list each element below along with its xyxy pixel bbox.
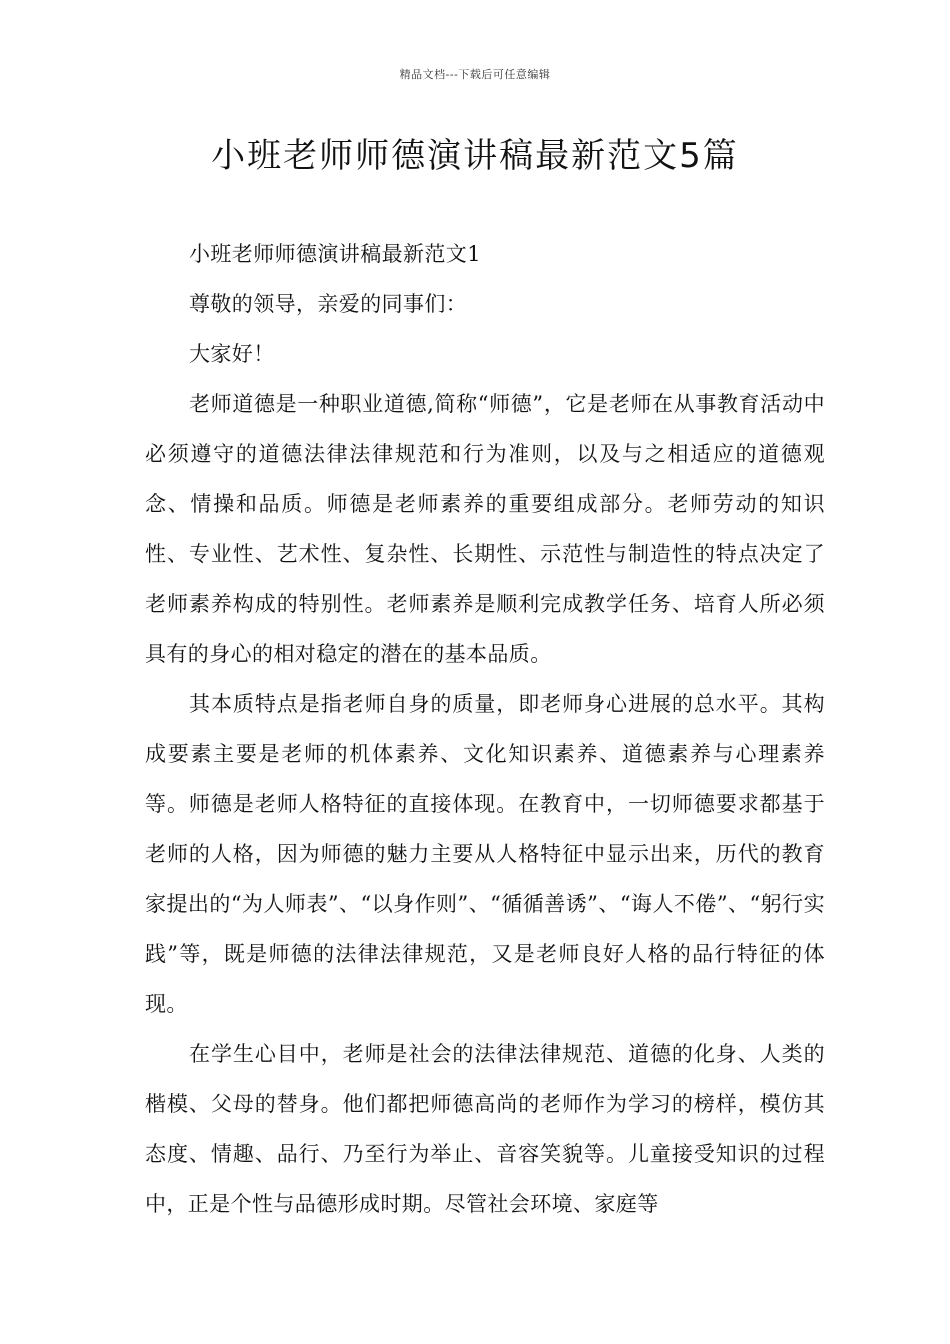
subtitle-paragraph: 小班老师师德演讲稿最新范文1: [189, 242, 481, 266]
body-paragraph: 老师道德是一种职业道德,简称“师德”，它是老师在从事教育活动中必须遵守的道德法律法律规范和行为准则，以及与之相适应的道德观念、情操和品质。师德是老师素养的重要组成部分。老师劳动的知识性、专业性、艺术性、复杂性、长期性、示范性与制造性的特点决定了老师素养构成的特别性。老师素养是顺利完成教学任务、培育人所必须具有的身心的相对稳定的潜在的基本品质。: [145, 392, 825, 666]
body-paragraph: 在学生心目中，老师是社会的法律法律规范、道德的化身、人类的楷模、父母的替身。他们都把师德高尚的老师作为学习的榜样，模仿其态度、情趣、品行、乃至行为举止、音容笑貌等。儿童接受知识的过程中，正是个性与品德形成时期。尽管社会环境、家庭等: [145, 1042, 825, 1216]
body-paragraph: 其本质特点是指老师自身的质量，即老师身心进展的总水平。其构成要素主要是老师的机体素养、文化知识素养、道德素养与心理素养等。师德是老师人格特征的直接体现。在教育中，一切师德要求都基于老师的人格，因为师德的魅力主要从人格特征中显示出来，历代的教育家提出的“为人师表”、“以身作则”、“循循善诱”、“诲人不倦”、“躬行实践”等，既是师德的法律法律规范，又是老师良好人格的品行特征的体现。: [145, 692, 825, 1016]
greeting-paragraph: 大家好！: [189, 342, 275, 366]
salutation-paragraph: 尊敬的领导，亲爱的同事们：: [189, 292, 468, 316]
header-note: 精品文档---下载后可任意编辑: [399, 68, 551, 81]
document-body: [145, 229, 825, 1229]
document-title: 小班老师师德演讲稿最新范文5篇: [211, 136, 739, 176]
